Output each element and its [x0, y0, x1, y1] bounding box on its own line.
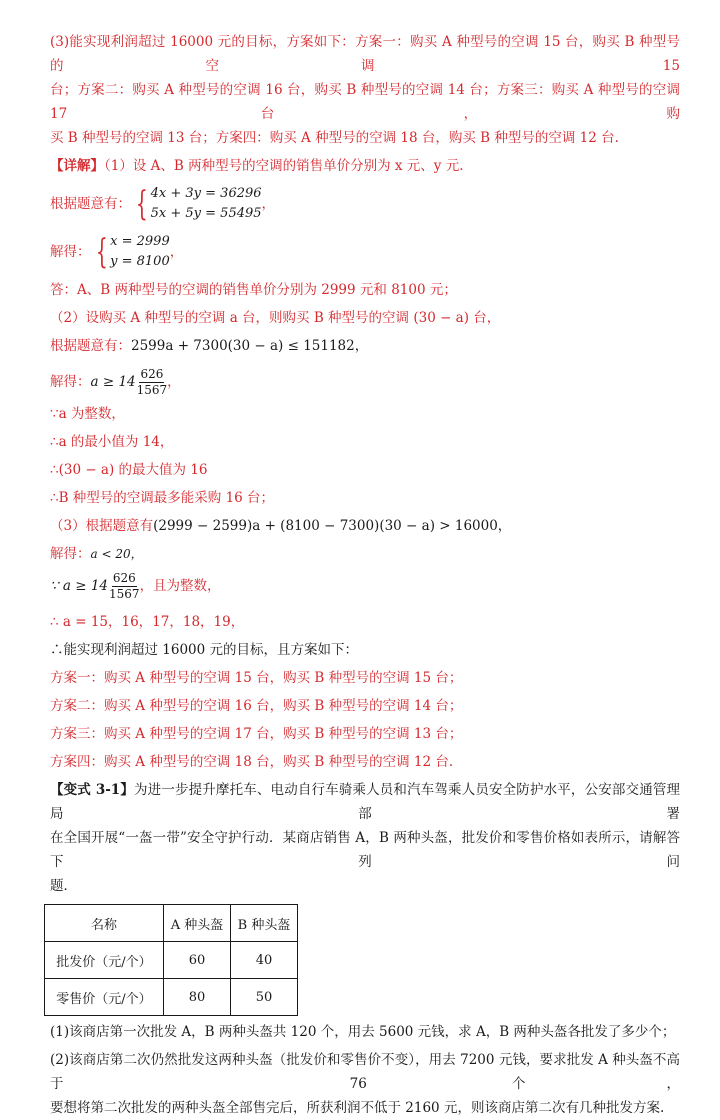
table-header-row [45, 905, 298, 942]
variant-tag: 【变式 3-1】 [50, 782, 135, 798]
fraction-denominator: 1567 [136, 382, 168, 397]
part2-setup: （2）设购买 A 种型号的空调 a 台，则购买 B 种型号的空调 (30 − a) 台， [50, 310, 501, 326]
left-brace-icon: { [135, 184, 148, 224]
detail-line [50, 154, 680, 178]
left-brace-icon: { [95, 232, 108, 272]
part3-solve: a < 20， [90, 547, 143, 561]
part3-cond-post: ，且为整数， [139, 578, 221, 594]
variant-line-3: 题． [50, 878, 77, 894]
part3-inequality-line [50, 514, 680, 538]
table-cell: 批发价（元/个） [45, 942, 164, 979]
system-equations-line [50, 182, 680, 226]
part2-inequality-line [50, 334, 680, 358]
part2-solve-line [50, 362, 680, 402]
fraction-numerator: 626 [140, 366, 164, 381]
variant-line-1 [50, 778, 680, 826]
question-1: (1)该商店第一次批发 A，B 两种头盔共 120 个，用去 5600 元钱，求 A，B 两种头盔各批发了多少个； [50, 1024, 676, 1040]
solution-comma: ， [169, 244, 184, 260]
plan-2: 方案二：购买 A 种型号的空调 16 台，购买 B 种型号的空调 14 台； [50, 698, 463, 714]
intro-line-1: (3)能实现利润超过 16000 元的目标，方案如下：方案一：购买 A 种型号的空调 15 台，购买 B 种型号的空调 15 [50, 34, 680, 74]
table-cell: 零售价（元/个） [45, 979, 164, 1016]
part2-fraction [137, 367, 168, 398]
document-page [50, 30, 680, 1120]
part2-solve-label: 解得： [50, 374, 91, 390]
table-header-cell: B 种头盔 [231, 905, 298, 942]
part3-conclusion: ∴能实现利润超过 16000 元的目标，且方案如下： [50, 642, 359, 658]
plan-4: 方案四：购买 A 种型号的空调 18 台，购买 B 种型号的空调 12 台. [50, 754, 454, 770]
part3-solve-label: 解得： [50, 546, 91, 562]
part2-solve-post: ， [167, 374, 181, 390]
answer-1: 答：A、B 两种型号的空调的销售单价分别为 2999 元和 8100 元； [50, 282, 457, 298]
fraction-denominator: 1567 [109, 586, 140, 601]
table-row [45, 979, 298, 1016]
solution-system [91, 232, 170, 272]
detail-heading: 【详解】 [50, 158, 104, 174]
part3-cond-expr: ∵ a ≥ 14 [50, 578, 109, 594]
part3-fraction [109, 571, 140, 602]
part2-step-2: ∴a 的最小值为 14， [50, 434, 174, 450]
table-cell: 40 [231, 942, 298, 979]
part3-intro-label: （3）根据题意有 [50, 518, 154, 534]
solution-system-line [50, 230, 680, 274]
detail-text: （1）设 A、B 两种型号的空调的销售单价分别为 x 元、y 元. [104, 158, 464, 174]
system-comma: ， [261, 196, 276, 212]
table-cell: 80 [164, 979, 231, 1016]
equation-1: 4x + 3y = 36296 [150, 186, 262, 201]
price-table [44, 904, 298, 1016]
equation-2: 5x + 5y = 55495 [150, 206, 262, 221]
variant-line-2: 在全国开展“一盔一带”安全守护行动．某商店销售 A，B 两种头盔，批发价和零售价格如表所示，请解答下列问 [50, 830, 680, 870]
part2-step-1: ∵a 为整数， [50, 406, 125, 422]
part3-inequality: (2999 − 2599)a + (8100 − 7300)(30 − a) > 16000， [153, 518, 512, 534]
part2-step-3: ∴(30 − a) 的最大值为 16 [50, 462, 208, 478]
question-2-line-2: 要想将第二次批发的两种头盔全部售完后，所获利润不低于 2160 元，则该商店第二次有几种批发方案. [50, 1100, 665, 1116]
table-cell: 50 [231, 979, 298, 1016]
variant-text-1: 为进一步提升摩托车、电动自行车骑乘人员和汽车驾乘人员安全防护水平，公安部交通管理局部署 [50, 782, 680, 822]
question-2-line-1: (2)该商店第二次仍然批发这两种头盔（批发价和零售价不变），用去 7200 元钱，要求批发 A 种头盔不高于 76 个， [50, 1052, 680, 1092]
system-label: 根据题意有： [50, 196, 131, 212]
solution-x: x = 2999 [110, 234, 170, 249]
fraction-numerator: 626 [112, 570, 136, 585]
table-row [45, 942, 298, 979]
intro-line-3: 买 B 种型号的空调 13 台；方案四：购买 A 种型号的空调 18 台，购买 B 种型号的空调 12 台. [50, 130, 619, 146]
part2-step-4: ∴B 种型号的空调最多能采购 16 台； [50, 490, 275, 506]
plan-1: 方案一：购买 A 种型号的空调 15 台，购买 B 种型号的空调 15 台； [50, 670, 463, 686]
plan-3: 方案三：购买 A 种型号的空调 17 台，购买 B 种型号的空调 13 台； [50, 726, 463, 742]
solution-label: 解得： [50, 244, 91, 260]
equation-system [131, 184, 262, 224]
table-header-cell: A 种头盔 [164, 905, 231, 942]
table-cell: 60 [164, 942, 231, 979]
part2-inequality: 2599a + 7300(30 − a) ≤ 151182， [131, 338, 369, 354]
part3-solve-line [50, 542, 680, 566]
intro-line-2: 台；方案二：购买 A 种型号的空调 16 台，购买 B 种型号的空调 14 台；方案三：购买 A 种型号的空调 17 台，购 [50, 82, 680, 122]
part2-inequality-label: 根据题意有： [50, 338, 131, 354]
part3-values: ∴ a = 15，16，17，18，19， [50, 614, 245, 630]
part3-condition-line [50, 566, 680, 606]
solution-y: y = 8100 [110, 254, 170, 269]
part2-solve-expr: a ≥ 14 [90, 374, 136, 390]
table-header-cell: 名称 [45, 905, 164, 942]
